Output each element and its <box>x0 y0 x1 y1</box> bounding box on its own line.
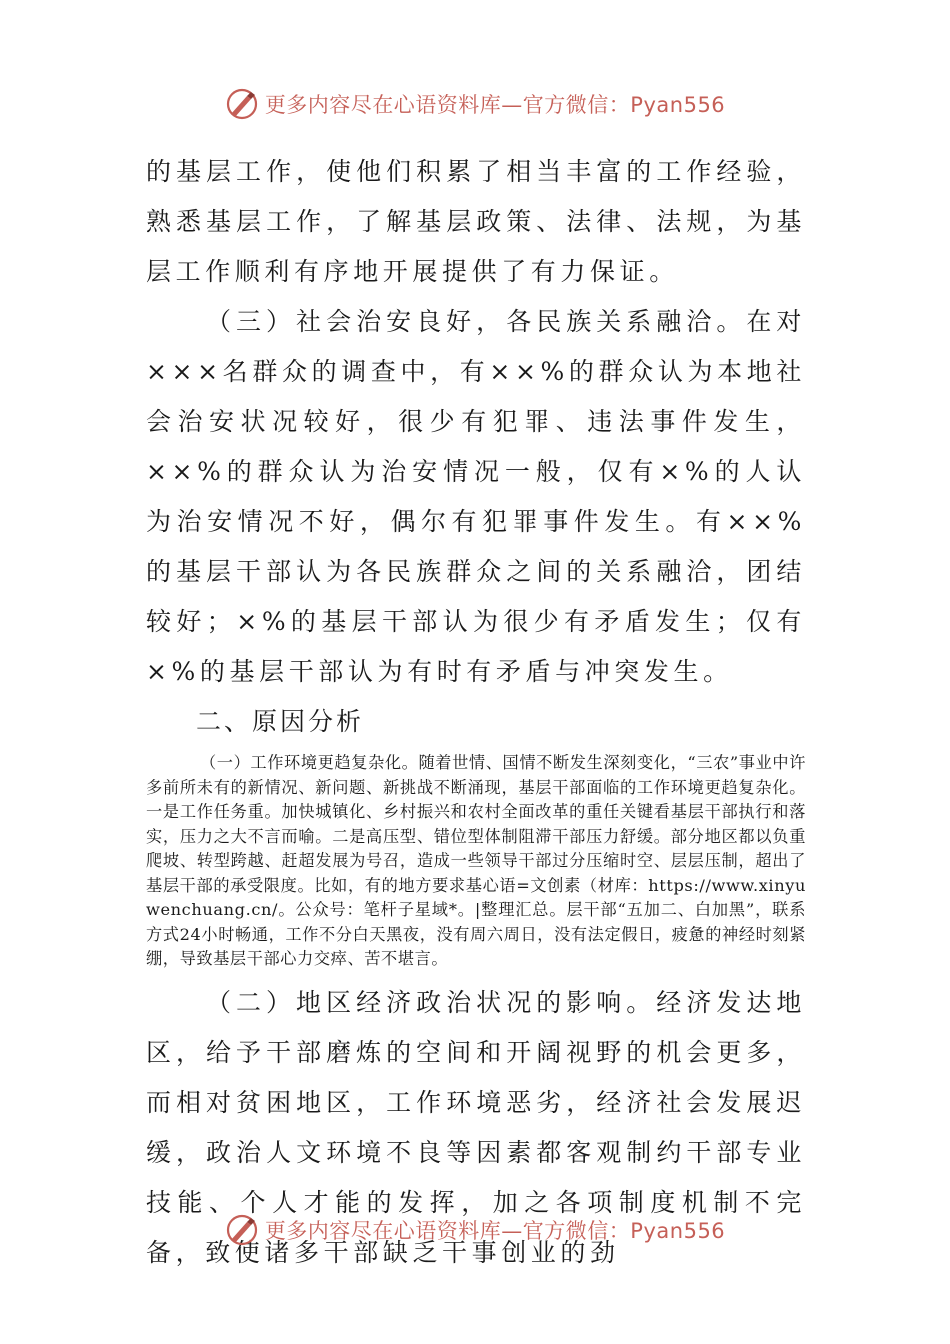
pen-circle-logo-icon <box>225 1213 259 1247</box>
pen-circle-logo-icon <box>225 87 259 121</box>
paragraph-public-security: （三）社会治安良好，各民族关系融洽。在对×××名群众的调查中，有××%的群众认为本地社会治安状况较好，很少有犯罪、违法事件发生，××%的群众认为治安情况一般，仅有×%的人认为治安情况不好，偶尔有犯罪事件发生。有××%的基层干部认为各民族群众之间的关系融洽，团结较好；×%的基层干部认为很少有矛盾发生；仅有×%的基层干部认为有时有矛盾与冲突发生。 <box>146 307 806 686</box>
paragraph-continuation: 的基层工作，使他们积累了相当丰富的工作经验，熟悉基层工作，了解基层政策、法律、法规，为基层工作顺利有序地开展提供了有力保证。 <box>146 157 806 286</box>
section-heading-cause-analysis: 二、原因分析 <box>196 707 365 736</box>
document-body <box>146 147 806 1278</box>
paragraph-work-environment: （一）工作环境更趋复杂化。随着世情、国情不断发生深刻变化，“三农”事业中许多前所未有的新情况、新问题、新挑战不断涌现，基层干部面临的工作环境更趋复杂化。一是工作任务重。加快城镇化、乡村振兴和农村全面改革的重任关键看基层干部执行和落实，压力之大不言而喻。二是高压型、错位型体制阻滞干部压力舒缓。部分地区都以负重爬坡、转型跨越、赶超发展为号召，造成一些领导干部过分压缩时空、层层压制，超出了基层干部的承受限度。比如，有的地方要求基心语=文创素（材库：https://www.xinyuwenchuang.cn/。公众号：笔杆子星域*。|整理汇总。层干部“五加二、白加黑”，联系方式24小时畅通，工作不分白天黑夜，没有周六周日，没有法定假日，疲惫的神经时刻紧绷，导致基层干部心力交瘁、苦不堪言。 <box>146 753 806 968</box>
banner-text: 更多内容尽在心语资料库—官方微信：Pyan556 <box>264 93 726 117</box>
paragraph-regional-economy: （二）地区经济政治状况的影响。经济发达地区，给予干部磨炼的空间和开阔视野的机会更多，而相对贫困地区，工作环境恶劣，经济社会发展迟缓，政治人文环境不良等因素都客观制约干部专业技能、个人才能的发挥，加之各项制度机制不完备，致使诸多干部缺乏干事创业的劲 <box>146 987 806 1267</box>
header-banner <box>0 82 950 126</box>
footer-banner <box>0 1208 950 1252</box>
banner-text: 更多内容尽在心语资料库—官方微信：Pyan556 <box>264 1219 726 1243</box>
